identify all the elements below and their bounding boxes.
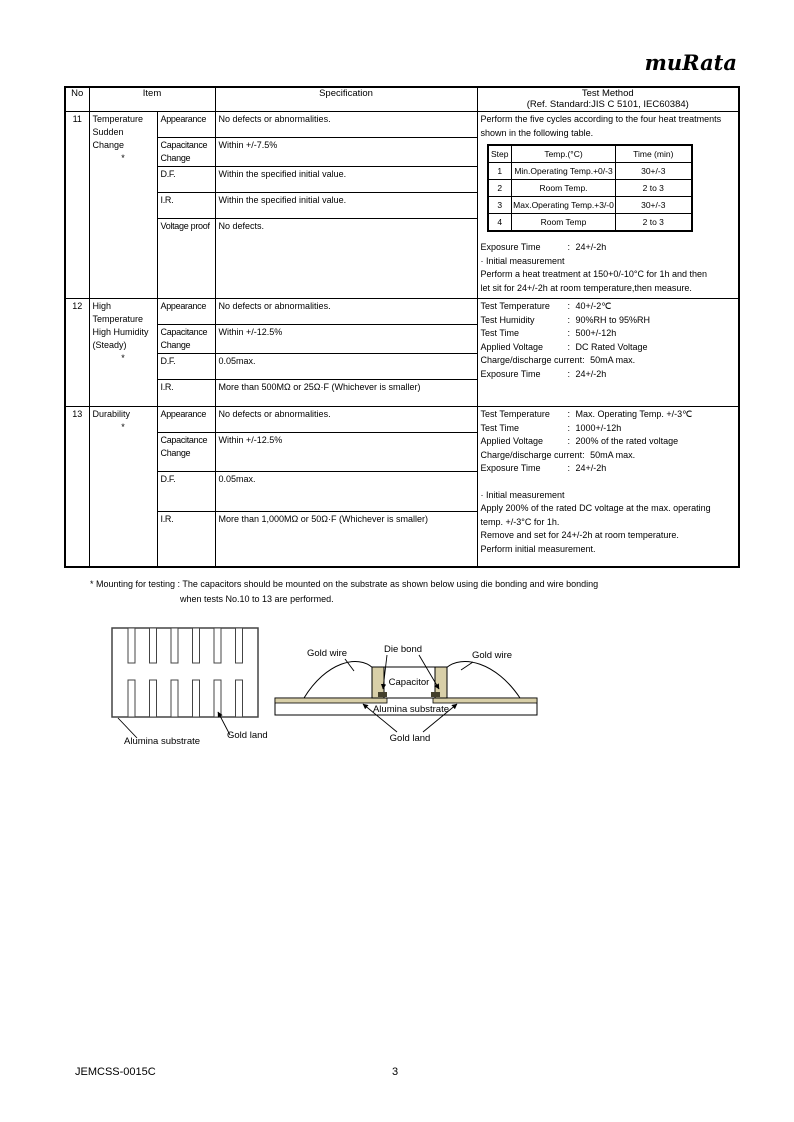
col-header-specification: Specification [215, 87, 477, 112]
tm-note-line: Perform initial measurement. [480, 543, 596, 554]
table-row [65, 112, 739, 138]
tm-param-label: Charge/discharge current [480, 355, 583, 365]
substrate-pointer-line [118, 718, 137, 738]
die-bond-spot-right [431, 692, 440, 697]
spec-cell: Within +/-12.5% [215, 433, 477, 472]
gold-wire-label-right: Gold wire [471, 650, 513, 661]
spec-cell: 0.05max. [215, 354, 477, 380]
tm-param-colon: : [567, 436, 571, 446]
row-no: 12 [65, 299, 89, 407]
spec-cell: No defects or abnormalities. [215, 407, 477, 433]
tm-note-line: Perform a heat treatment at 150+0/-10°C for 1h and then [480, 269, 708, 279]
land-slot [193, 628, 200, 663]
test-method-title: Test Method [581, 88, 634, 99]
tm-note-line: Apply 200% of the rated DC voltage at the max. operating [480, 503, 711, 513]
col-header-no: No [65, 87, 89, 112]
tm-param-label: Applied Voltage [480, 436, 544, 446]
test-method-cell [477, 112, 739, 299]
table-row [65, 407, 739, 433]
tm-param-value: 40+/-2℃ [575, 301, 612, 311]
cycle-header-row [488, 145, 692, 163]
gold-wire-left [304, 661, 373, 698]
sub-item: I.R. [157, 193, 215, 219]
cycle-step: 2 [488, 180, 512, 197]
sub-item: I.R. [157, 380, 215, 407]
gold-land-label: Gold land [389, 733, 431, 744]
spec-cell: 0.05max. [215, 472, 477, 512]
tm-param-label: Test Time [480, 328, 520, 338]
gold-wire-pointer-left [345, 659, 354, 671]
cycle-time: 2 to 3 [616, 180, 692, 197]
cycle-row [488, 180, 692, 197]
tm-note-line: temp. +/-3°C for 1h. [480, 516, 560, 527]
item-line: Temperature [92, 314, 144, 324]
mounting-diagram [100, 616, 560, 766]
mounting-note-line1: * Mounting for testing : The capacitors should be mounted on the substrate as shown below using die bonding and wire bonding [90, 579, 599, 589]
spacer [481, 476, 736, 489]
tm-param-colon: : [567, 314, 571, 325]
spec-cell: More than 1,000MΩ or 50Ω·F (Whichever is smaller) [215, 512, 477, 567]
left-diagram-substrate-top-view [112, 628, 268, 747]
tm-param-colon: : [567, 422, 571, 433]
item-asterisk: * [121, 153, 125, 163]
tm-param [481, 327, 736, 341]
item-line: High [92, 301, 112, 311]
gold-land-layer-left [275, 698, 387, 703]
sub-item: Appearance [157, 112, 215, 138]
cycle-temp: Room Temp [512, 214, 616, 232]
land-slot [171, 680, 178, 717]
cycle-step: 1 [488, 163, 512, 180]
cycle-col-time: Time (min) [616, 145, 692, 163]
spec-cell: Within +/-7.5% [215, 138, 477, 167]
tm-param-label: Test Humidity [480, 314, 535, 325]
mounting-note [90, 577, 598, 607]
tm-param-colon: : [567, 301, 571, 311]
tm-param [481, 368, 736, 382]
land-slot [214, 680, 221, 717]
tm-note-line: · Initial measurement [480, 255, 565, 266]
cycle-row [488, 197, 692, 214]
spec-cell: Within the specified initial value. [215, 167, 477, 193]
tm-param [481, 408, 736, 422]
murata-logo: muRata [644, 50, 737, 75]
land-slot [150, 680, 157, 717]
cycle-temp: Max.Operating Temp.+3/-0 [512, 197, 616, 214]
cycle-row [488, 163, 692, 180]
gold-wire-pointer-right [461, 662, 473, 670]
tm-param-colon: : [567, 409, 571, 419]
tm-param-label: Charge/discharge current [480, 449, 583, 460]
test-method-ref-standard: (Ref. Standard:JIS C 5101, IEC60384) [526, 98, 689, 110]
gold-wire-right [446, 661, 520, 698]
cycle-table [487, 144, 693, 232]
tm-param [481, 435, 736, 449]
tm-param [481, 300, 736, 314]
cycle-step: 3 [488, 197, 512, 214]
gold-land-label: Gold land [227, 730, 268, 741]
tm-param-label: Test Time [480, 422, 520, 433]
land-slot [214, 628, 221, 663]
spec-cell: No defects or abnormalities. [215, 112, 477, 138]
tm-param-value: 90%RH to 95%RH [575, 314, 651, 325]
cycle-time: 30+/-3 [616, 163, 692, 180]
footer-doc-number: JEMCSS-0015C [75, 1066, 156, 1078]
sub-item: Capacitance Change [157, 138, 215, 167]
gold-wire-label-left: Gold wire [306, 648, 348, 659]
spec-cell: No defects or abnormalities. [215, 299, 477, 325]
tm-param [481, 422, 736, 436]
sub-item: D.F. [157, 354, 215, 380]
tm-note-line: Remove and set for 24+/-2h at room temperature. [480, 530, 679, 540]
tm-param [481, 241, 736, 255]
tm-param-value: 24+/-2h [575, 368, 607, 379]
table-header-row [65, 87, 739, 112]
land-slot [236, 680, 243, 717]
tm-param-colon: : [567, 463, 571, 473]
item-line: Sudden Change [92, 127, 125, 150]
cycle-time: 2 to 3 [616, 214, 692, 232]
spec-cell: Within +/-12.5% [215, 325, 477, 354]
tm-param-value: 24+/-2h [575, 242, 607, 252]
tm-param [481, 449, 736, 463]
tm-param-label: Test Temperature [480, 301, 550, 311]
alumina-substrate-label: Alumina substrate [372, 704, 450, 715]
tm-param [481, 314, 736, 328]
land-slot [128, 628, 135, 663]
tm-param-colon: : [582, 449, 585, 460]
die-bond-label: Die bond [383, 644, 423, 655]
tm-param-value: 50mA max. [590, 355, 636, 365]
sub-item: Appearance [157, 299, 215, 325]
tm-intro-line: shown in the following table. [480, 127, 594, 138]
cycle-col-temp: Temp.(°C) [512, 145, 616, 163]
row-item [89, 112, 157, 299]
item-line: Durability [92, 409, 131, 419]
sub-item: Capacitance Change [157, 433, 215, 472]
row-item [89, 407, 157, 567]
tm-param-value: 50mA max. [590, 449, 636, 460]
tm-param-label: Exposure Time [480, 463, 541, 473]
mounting-note-line2: when tests No.10 to 13 are performed. [180, 594, 334, 604]
tm-param-colon: : [567, 328, 571, 338]
gold-land-layer-right [433, 698, 537, 703]
tm-param-value: Max. Operating Temp. +/-3℃ [575, 409, 693, 419]
tm-note-line: · Initial measurement [480, 489, 565, 500]
sub-item: Capacitance Change [157, 325, 215, 354]
tm-param-colon: : [582, 355, 585, 365]
cycle-step: 4 [488, 214, 512, 232]
item-asterisk: * [121, 353, 125, 363]
capacitor-label: Capacitor [388, 677, 430, 688]
row-no: 13 [65, 407, 89, 567]
tm-param-colon: : [567, 368, 571, 379]
land-slot [128, 680, 135, 717]
sub-item: Voltage proof [157, 219, 215, 299]
tm-param-colon: : [567, 341, 571, 352]
row-item [89, 299, 157, 407]
cycle-time: 30+/-3 [616, 197, 692, 214]
tm-param-value: 200% of the rated voltage [575, 436, 679, 446]
test-method-cell [477, 407, 739, 567]
land-slot [236, 628, 243, 663]
spec-cell: No defects. [215, 219, 477, 299]
tm-param-label: Applied Voltage [480, 341, 544, 352]
sub-item: I.R. [157, 512, 215, 567]
land-slot [193, 680, 200, 717]
cycle-temp: Room Temp. [512, 180, 616, 197]
tm-param [481, 341, 736, 355]
item-line: (Steady) [92, 340, 127, 350]
tm-param-label: Exposure Time [480, 368, 541, 379]
alumina-substrate-label: Alumina substrate [124, 736, 201, 747]
tm-param-label: Exposure Time [480, 242, 541, 252]
item-line: High Humidity [92, 327, 149, 337]
spec-cell: More than 500MΩ or 25Ω·F (Whichever is smaller) [215, 380, 477, 407]
tm-param [481, 462, 736, 476]
tm-param-label: Test Temperature [480, 409, 550, 419]
tm-param-value: 24+/-2h [575, 463, 607, 473]
tm-param-colon: : [567, 242, 571, 252]
sub-item: D.F. [157, 472, 215, 512]
die-bond-spot-left [378, 692, 387, 697]
land-slot [171, 628, 178, 663]
table-row [65, 299, 739, 325]
spec-table [64, 86, 740, 568]
cycle-col-step: Step [488, 145, 512, 163]
col-header-item: Item [89, 87, 215, 112]
land-slot [150, 628, 157, 663]
col-header-test-method [477, 87, 739, 112]
cycle-row [488, 214, 692, 232]
tm-param [481, 354, 736, 368]
right-diagram-cross-section [275, 644, 537, 744]
tm-param-value: 1000+/-12h [575, 422, 622, 433]
item-line: Temperature [92, 114, 144, 124]
tm-intro-line: Perform the five cycles according to the four heat treatments [480, 114, 722, 124]
test-method-cell [477, 299, 739, 407]
cycle-temp: Min.Operating Temp.+0/-3 [512, 163, 616, 180]
row-no: 11 [65, 112, 89, 299]
item-asterisk: * [121, 422, 125, 432]
tm-param-value: DC Rated Voltage [575, 341, 648, 352]
spec-cell: Within the specified initial value. [215, 193, 477, 219]
sub-item: Appearance [157, 407, 215, 433]
tm-param-value: 500+/-12h [575, 328, 617, 338]
tm-note-line: let sit for 24+/-2h at room temperature,then measure. [480, 282, 692, 293]
sub-item: D.F. [157, 167, 215, 193]
footer-page-number: 3 [391, 1066, 399, 1078]
